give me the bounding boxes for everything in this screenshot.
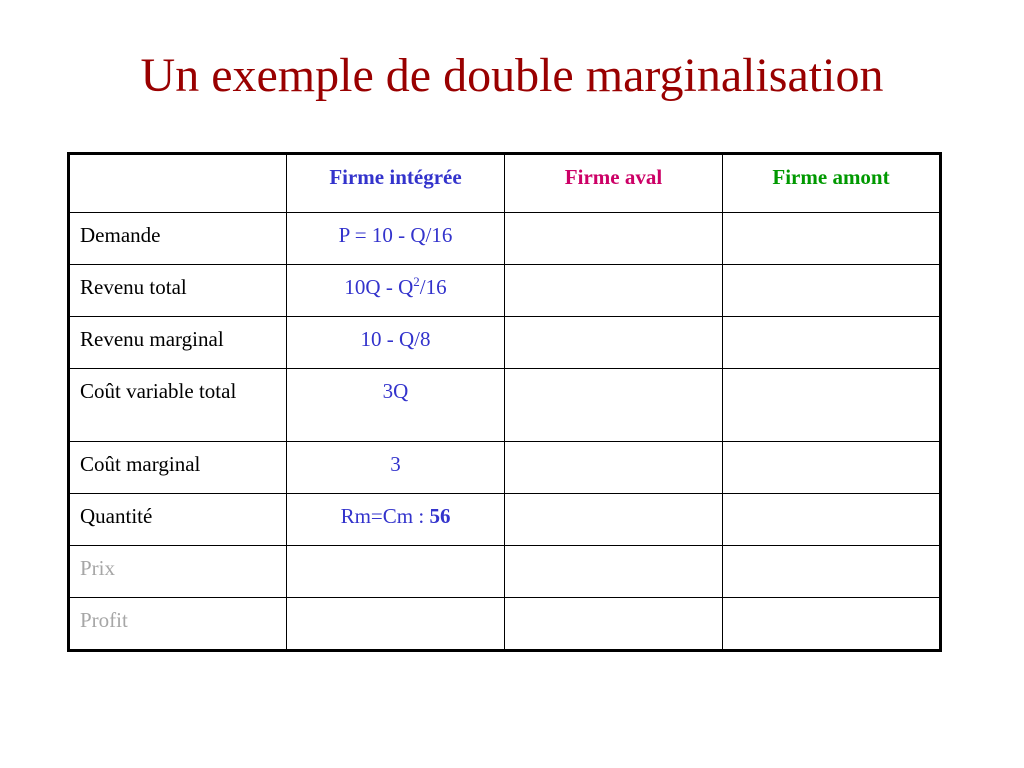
integree-value-tail: /16 [419, 275, 447, 299]
table-row-cout-marginal [69, 442, 941, 494]
aval-value [505, 317, 723, 369]
integree-value [287, 546, 505, 598]
integree-value: 3Q [287, 369, 505, 442]
row-label: Prix [69, 546, 287, 598]
aval-value [505, 598, 723, 651]
row-label: Profit [69, 598, 287, 651]
integree-value [287, 494, 505, 546]
table-row-revenu-total [69, 265, 941, 317]
amont-value [723, 494, 941, 546]
amont-value [723, 369, 941, 442]
aval-value [505, 546, 723, 598]
header-firme-aval: Firme aval [505, 154, 723, 213]
aval-value [505, 265, 723, 317]
exponent: 2 [413, 274, 420, 289]
header-firme-integree: Firme intégrée [287, 154, 505, 213]
table-row-prix [69, 546, 941, 598]
integree-value-main: Rm=Cm : [340, 504, 430, 528]
aval-value [505, 213, 723, 265]
table-row-revenu-marginal [69, 317, 941, 369]
table-row-profit [69, 598, 941, 651]
row-label: Coût marginal [69, 442, 287, 494]
integree-value: P = 10 - Q/16 [287, 213, 505, 265]
table-row-cout-variable-total [69, 369, 941, 442]
integree-value: 10 - Q/8 [287, 317, 505, 369]
amont-value [723, 442, 941, 494]
amont-value [723, 265, 941, 317]
integree-value [287, 598, 505, 651]
amont-value [723, 317, 941, 369]
aval-value [505, 494, 723, 546]
header-firme-amont: Firme amont [723, 154, 941, 213]
comparison-table [67, 152, 942, 652]
integree-value [287, 265, 505, 317]
table-header-row [69, 154, 941, 213]
row-label: Quantité [69, 494, 287, 546]
integree-value: 3 [287, 442, 505, 494]
amont-value [723, 598, 941, 651]
aval-value [505, 369, 723, 442]
table-row-quantite [69, 494, 941, 546]
row-label: Revenu total [69, 265, 287, 317]
header-empty [69, 154, 287, 213]
aval-value [505, 442, 723, 494]
amont-value [723, 213, 941, 265]
row-label: Revenu marginal [69, 317, 287, 369]
integree-value-quantity: 56 [429, 504, 451, 528]
row-label: Demande [69, 213, 287, 265]
amont-value [723, 546, 941, 598]
integree-value-main: 10Q - Q [344, 275, 414, 299]
slide-title: Un exemple de double marginalisation [140, 49, 884, 102]
table-row-demande [69, 213, 941, 265]
row-label: Coût variable total [69, 369, 287, 442]
